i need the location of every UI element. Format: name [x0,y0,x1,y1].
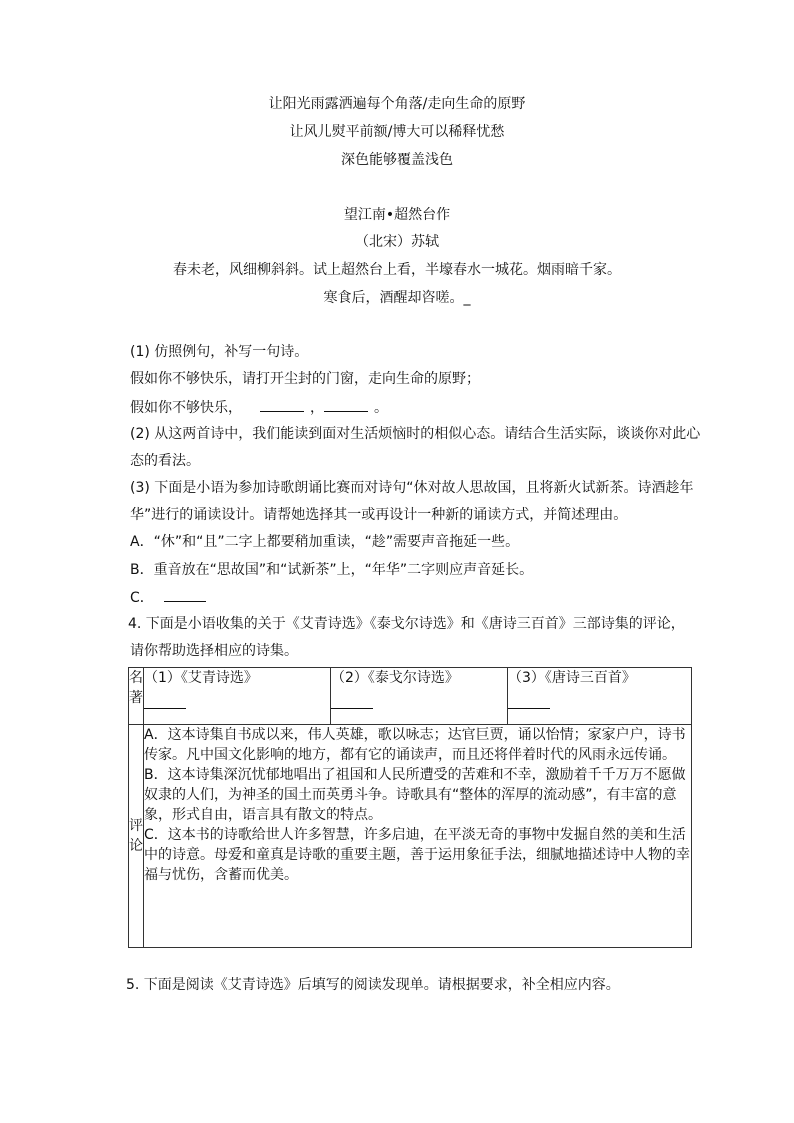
q3-sub2-line1: (2) 从这两首诗中，我们能读到面对生活烦恼时的相似心态。请结合生活实际，谈谈你对此心 [130,426,701,442]
q3-option-c: C． [130,590,154,606]
col-header-2 [331,668,508,725]
col-header-3-label: （3）《唐诗三百首》 [508,670,636,686]
label-mingzhu: 名著 [129,668,144,725]
poem2-line2: 寒食后，酒醒却咨嗟。_ [323,290,471,306]
q3-option-c-line [130,587,206,608]
poem1-line2: 让风儿熨平前额/博大可以稀释忧愁 [289,124,505,140]
q3-option-b: B．重音放在“思故国”和“试新茶”上，“年华”二字则应声音延长。 [130,562,534,578]
q3-sub1: (1) 仿照例句，补写一句诗。 [130,344,309,360]
answer-blank-2[interactable] [324,397,368,412]
review-c-line2: 中的诗意。母爱和童真是诗歌的重要主题，善于运用象征手法，细腻地描述诗中人物的幸 [144,847,690,863]
poem1-line3: 深色能够覆盖浅色 [341,152,453,168]
q3-fill-line [130,397,388,418]
table-row [129,725,692,948]
col-header-3 [508,668,692,725]
review-a-line2: 传家。凡中国文化影响的地方，都有它的诵读声，而且还将伴着时代的风雨永远传诵。 [144,747,676,763]
review-b-line3: 象，形式自由，语言具有散文的特点。 [144,807,382,823]
q3-sub2-line2: 态的看法。 [130,453,200,469]
q5-stem: 5. 下面是阅读《艾青诗选》后填写的阅读发现单。请根据要求，补全相应内容。 [126,977,620,993]
review-c-line1: C．这本书的诗歌给世人许多智慧，许多启迪，在平淡无奇的事物中发掘自然的美和生活 [144,827,686,843]
table-row [129,668,692,725]
review-b-line2: 奴隶的人们，为神圣的国土而英勇斗争。诗歌具有“整体的浑厚的流动感”，有丰富的意 [144,787,677,803]
poem2-author: （北宋）苏轼 [355,234,439,250]
col-header-1 [144,668,331,725]
q3-sub3-line2: 华”进行的诵读设计。请帮她选择其一或再设计一种新的诵读方式，并简述理由。 [130,507,628,523]
answer-blank-col2[interactable] [331,694,373,709]
review-b-line1: B．这本诗集深沉忧郁地唱出了祖国和人民所遭受的苦难和不幸，激励着千千万万不愿做 [144,767,686,783]
answer-blank-1[interactable] [260,397,304,412]
poem2-title: 望江南•超然台作 [343,207,451,223]
poem1-line1: 让阳光雨露洒遍每个角落/走向生命的原野 [268,96,526,112]
q4-stem-line1: 4. 下面是小语收集的关于《艾青诗选》《泰戈尔诗选》和《唐诗三百首》三部诗集的评论， [128,616,685,632]
q3-example: 假如你不够快乐，请打开尘封的门窗，走向生命的原野； [130,371,480,387]
review-options [144,725,692,948]
q3-sub3-line1: (3) 下面是小语为参加诗歌朗诵比赛而对诗句“休对故人思故国，且将新火试新茶。诗酒趁年 [130,480,694,496]
col-header-2-label: （2）《泰戈尔诗选》 [331,670,459,686]
review-c-line3: 福与忧伤，含蓄而优美。 [144,867,298,883]
label-pinglun: 评论 [129,725,144,948]
col-header-1-label: （1）《艾青诗选》 [144,670,258,686]
q3-fill-comma: ， [310,400,324,416]
answer-blank-col1[interactable] [144,694,186,709]
answer-blank-col3[interactable] [508,694,550,709]
q3-option-a: A．“休”和“且”二字上都要稍加重读，“趁”需要声音拖延一些。 [130,534,520,550]
q3-fill-end: 。 [374,400,388,416]
poem2-line1: 春未老，风细柳斜斜。试上超然台上看，半壕春水一城花。烟雨暗千家。 [173,262,621,278]
q3-fill-prefix: 假如你不够快乐， [130,400,242,416]
answer-blank-c[interactable] [164,587,206,602]
review-table [128,667,692,948]
q4-stem-line2: 请你帮助选择相应的诗集。 [130,643,298,659]
review-a-line1: A．这本诗集自书成以来，伟人英雄，歌以咏志；达官巨贾，诵以怡情；家家户户，诗书 [144,727,686,743]
